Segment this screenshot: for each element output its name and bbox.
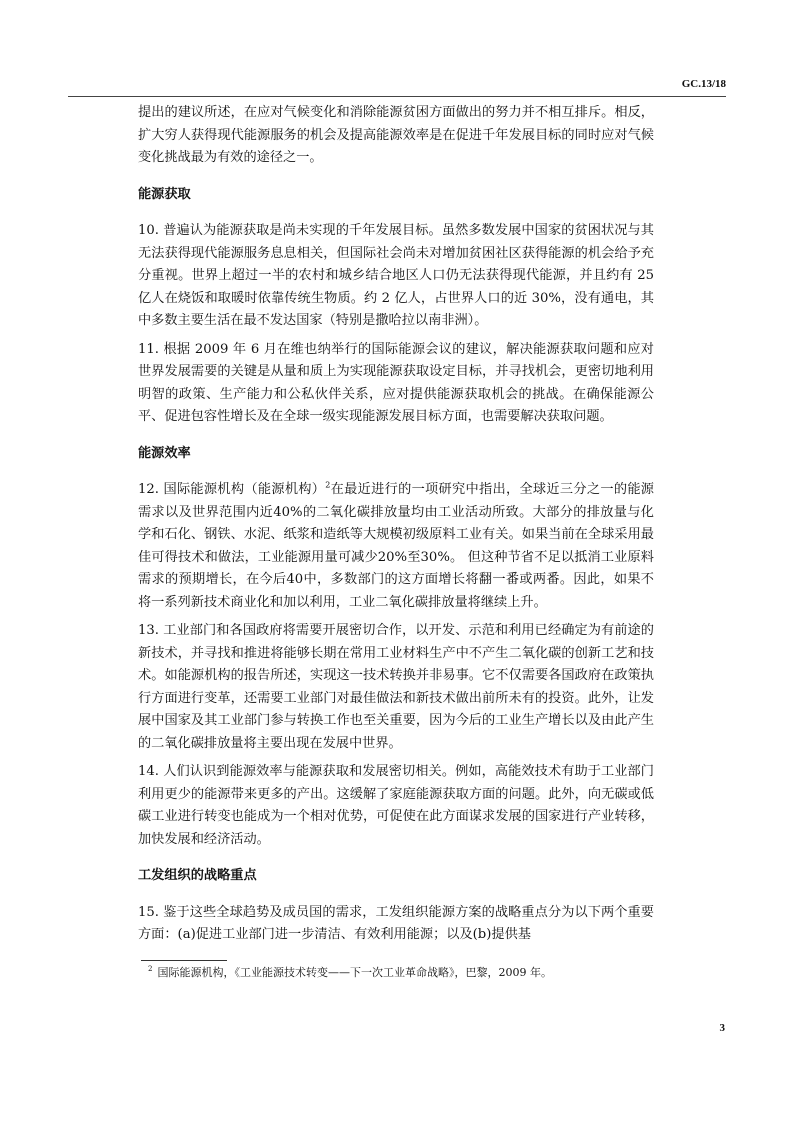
paragraph-11: 11. 根据 2009 年 6 月在维也纳举行的国际能源会议的建议，解决能源获取问题和应对世界发展需要的关键是从量和质上为实现能源获取设定目标，并寻找机会，更密切地利用明智的政策、生产能力和公私伙伴关系，应对提供能源获取机会的挑战。在确保能源公平、促进包容性增长及在全球一级实现能源发展目标方面，也需要解决获取问题。 bbox=[138, 341, 654, 424]
footnote-number: 2 bbox=[148, 965, 153, 974]
main-content bbox=[138, 102, 654, 953]
page-number: 3 bbox=[719, 1022, 725, 1034]
paragraph-15: 15. 鉴于这些全球趋势及成员国的需求，工发组织能源方案的战略重点分为以下两个重要方面：(a)促进工业部门进一步清洁、有效利用能源；以及(b)提供基 bbox=[138, 904, 654, 942]
paragraph-12-body: 在最近进行的一项研究中指出，全球近三分之一的能源需求以及世界范围内近40%的二氧化碳排放量均由工业活动所致。大部分的排放量与化学和石化、钢铁、水泥、纸浆和造纸等大规模初级原料工业有关。如果当前在全球采用最佳可得技术和做法，工业能源用量可减少20%至30%。 但这种节省不足以抵消工业原料需求的预期增长，在今后40中，多数部门的这方面增长将翻一番或两番。因此，如果不将一系列新技术商业化和加以利用，工业二氧化碳排放量将继续上升。 bbox=[138, 482, 654, 610]
heading-unido-strategic-focus: 工发组织的战略重点 bbox=[138, 868, 257, 883]
paragraph-13: 13. 工业部门和各国政府将需要开展密切合作，以开发、示范和利用已经确定为有前途的新技术，并寻找和推进将能够长期在常用工业材料生产中不产生二氧化碳的创新工艺和技术。如能源机构的报告所述，实现这一技术转换并非易事。它不仅需要各国政府在政策执行方面进行变革，还需要工业部门对最佳做法和新技术做出前所未有的投资。此外，让发展中国家及其工业部门参与转换工作也至关重要，因为今后的工业生产增长以及由此产生的二氧化碳排放量将主要出现在发展中世界。 bbox=[138, 623, 654, 751]
heading-energy-efficiency: 能源效率 bbox=[138, 445, 191, 461]
footnote-divider bbox=[141, 960, 227, 961]
paragraph-12 bbox=[138, 479, 654, 614]
footnote bbox=[148, 965, 648, 981]
paragraph-intro: 提出的建议所述，在应对气候变化和消除能源贫困方面做出的努力并不相互排斥。相反，扩大穷人获得现代能源服务的机会及提高能源效率是在促进千年发展目标的同时应对气候变化挑战最为有效的途径之一。 bbox=[138, 105, 654, 165]
footnote-text: 国际能源机构，《工业能源技术转变——下一次工业革命战略》，巴黎，2009 年。 bbox=[157, 966, 552, 979]
paragraph-10: 10. 普遍认为能源获取是尚未实现的千年发展目标。虽然多数发展中国家的贫困状况与其无法获得现代能源服务息息相关，但国际社会尚未对增加贫困社区获得能源的机会给予充分重视。世界上超过一半的农村和城乡结合地区人口仍无法获得现代能源，并且约有 25 亿人在烧饭和取暖时依靠传统生物质。约 2 亿人，占世界人口的近 30%，没有通电，其中多数主要生活在最不发达国家（特别是撒哈拉以南非洲）。 bbox=[138, 223, 654, 328]
footnote-reference[interactable]: 2 bbox=[325, 480, 331, 490]
page-header bbox=[68, 60, 726, 97]
paragraph-12-lead: 12. 国际能源机构（能源机构） bbox=[138, 482, 326, 497]
document-symbol: GC.13/18 bbox=[681, 78, 726, 90]
paragraph-14: 14. 人们认识到能源效率与能源获取和发展密切相关。例如，高能效技术有助于工业部门利用更少的能源带来更多的产出。这缓解了家庭能源获取方面的问题。此外，向无碳或低碳工业进行转变也能成为一个相对优势，可促使在此方面谋求发展的国家进行产业转移，加快发展和经济活动。 bbox=[138, 764, 654, 847]
heading-energy-access: 能源获取 bbox=[138, 186, 191, 202]
